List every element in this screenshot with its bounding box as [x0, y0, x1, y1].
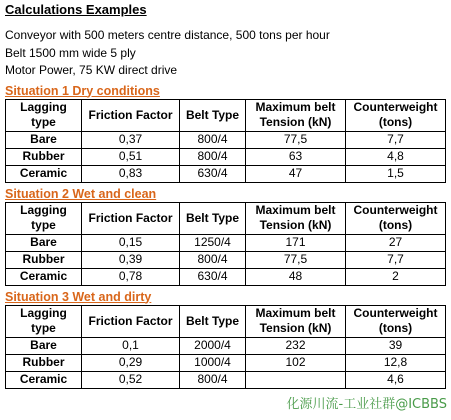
cell-lagging: Bare — [6, 234, 82, 251]
cell-counterweight: 27 — [346, 234, 446, 251]
cell-counterweight: 7,7 — [346, 251, 446, 268]
situation-section — [5, 187, 445, 286]
table-row — [6, 148, 446, 165]
table-header-row — [6, 202, 446, 234]
cell-tension: 63 — [246, 148, 346, 165]
cell-tension: 171 — [246, 234, 346, 251]
table-header-row — [6, 99, 446, 131]
header-counterweight: Counterweight (tons) — [346, 202, 446, 234]
cell-friction: 0,37 — [82, 131, 180, 148]
table-row — [6, 337, 446, 354]
cell-belt: 800/4 — [180, 251, 246, 268]
cell-lagging: Rubber — [6, 148, 82, 165]
cell-belt: 800/4 — [180, 148, 246, 165]
cell-tension: 102 — [246, 354, 346, 371]
cell-lagging: Rubber — [6, 354, 82, 371]
intro-line: Motor Power, 75 KW direct drive — [5, 63, 178, 77]
cell-belt: 800/4 — [180, 371, 246, 388]
header-belt-type: Belt Type — [180, 99, 246, 131]
calculation-table — [5, 305, 446, 389]
cell-lagging: Ceramic — [6, 165, 82, 182]
cell-lagging: Bare — [6, 337, 82, 354]
header-lagging-type: Lagging type — [6, 305, 82, 337]
header-counterweight: Counterweight (tons) — [346, 305, 446, 337]
header-lagging-type: Lagging type — [6, 202, 82, 234]
header-max-belt-tension: Maximum belt Tension (kN) — [246, 202, 346, 234]
cell-counterweight: 4,6 — [346, 371, 446, 388]
cell-counterweight: 7,7 — [346, 131, 446, 148]
cell-friction: 0,15 — [82, 234, 180, 251]
cell-belt: 800/4 — [180, 131, 246, 148]
cell-friction: 0,1 — [82, 337, 180, 354]
header-lagging-type: Lagging type — [6, 99, 82, 131]
document-title: Calculations Examples — [5, 2, 147, 17]
table-row — [6, 234, 446, 251]
intro-line: Belt 1500 mm wide 5 ply — [5, 45, 136, 60]
cell-belt: 2000/4 — [180, 337, 246, 354]
cell-lagging: Ceramic — [6, 371, 82, 388]
document-page — [5, 2, 445, 393]
cell-belt: 630/4 — [180, 268, 246, 285]
watermark-text: 化源川流-工业社群@ICBBS — [286, 397, 447, 412]
situation-section — [5, 84, 445, 183]
cell-lagging: Bare — [6, 131, 82, 148]
cell-friction: 0,51 — [82, 148, 180, 165]
table-row — [6, 165, 446, 182]
table-header-row — [6, 305, 446, 337]
cell-lagging: Rubber — [6, 251, 82, 268]
cell-tension: 77,5 — [246, 131, 346, 148]
cell-tension — [246, 371, 346, 388]
header-belt-type: Belt Type — [180, 305, 246, 337]
calculation-table — [5, 99, 446, 183]
intro-block — [5, 27, 445, 80]
header-belt-type: Belt Type — [180, 202, 246, 234]
cell-friction: 0,83 — [82, 165, 180, 182]
cell-counterweight: 1,5 — [346, 165, 446, 182]
cell-friction: 0,39 — [82, 251, 180, 268]
table-row — [6, 268, 446, 285]
situation-title: Situation 2 Wet and clean — [5, 186, 157, 201]
cell-tension: 48 — [246, 268, 346, 285]
situation-section — [5, 290, 445, 389]
table-row — [6, 251, 446, 268]
header-counterweight: Counterweight (tons) — [346, 99, 446, 131]
header-max-belt-tension: Maximum belt Tension (kN) — [246, 305, 346, 337]
table-row — [6, 354, 446, 371]
cell-belt: 1000/4 — [180, 354, 246, 371]
cell-tension: 47 — [246, 165, 346, 182]
cell-tension: 232 — [246, 337, 346, 354]
table-row — [6, 131, 446, 148]
cell-lagging: Ceramic — [6, 268, 82, 285]
situation-title: Situation 1 Dry conditions — [5, 83, 160, 98]
header-friction-factor: Friction Factor — [82, 305, 180, 337]
cell-counterweight: 4,8 — [346, 148, 446, 165]
header-friction-factor: Friction Factor — [82, 99, 180, 131]
situation-title: Situation 3 Wet and dirty — [5, 289, 152, 304]
cell-counterweight: 12,8 — [346, 354, 446, 371]
intro-line: Conveyor with 500 meters centre distance, 500 tons per hour — [5, 28, 330, 42]
cell-counterweight: 2 — [346, 268, 446, 285]
table-row — [6, 371, 446, 388]
cell-friction: 0,78 — [82, 268, 180, 285]
cell-belt: 630/4 — [180, 165, 246, 182]
header-max-belt-tension: Maximum belt Tension (kN) — [246, 99, 346, 131]
header-friction-factor: Friction Factor — [82, 202, 180, 234]
cell-friction: 0,52 — [82, 371, 180, 388]
cell-friction: 0,29 — [82, 354, 180, 371]
cell-tension: 77,5 — [246, 251, 346, 268]
calculation-table — [5, 202, 446, 286]
cell-belt: 1250/4 — [180, 234, 246, 251]
cell-counterweight: 39 — [346, 337, 446, 354]
